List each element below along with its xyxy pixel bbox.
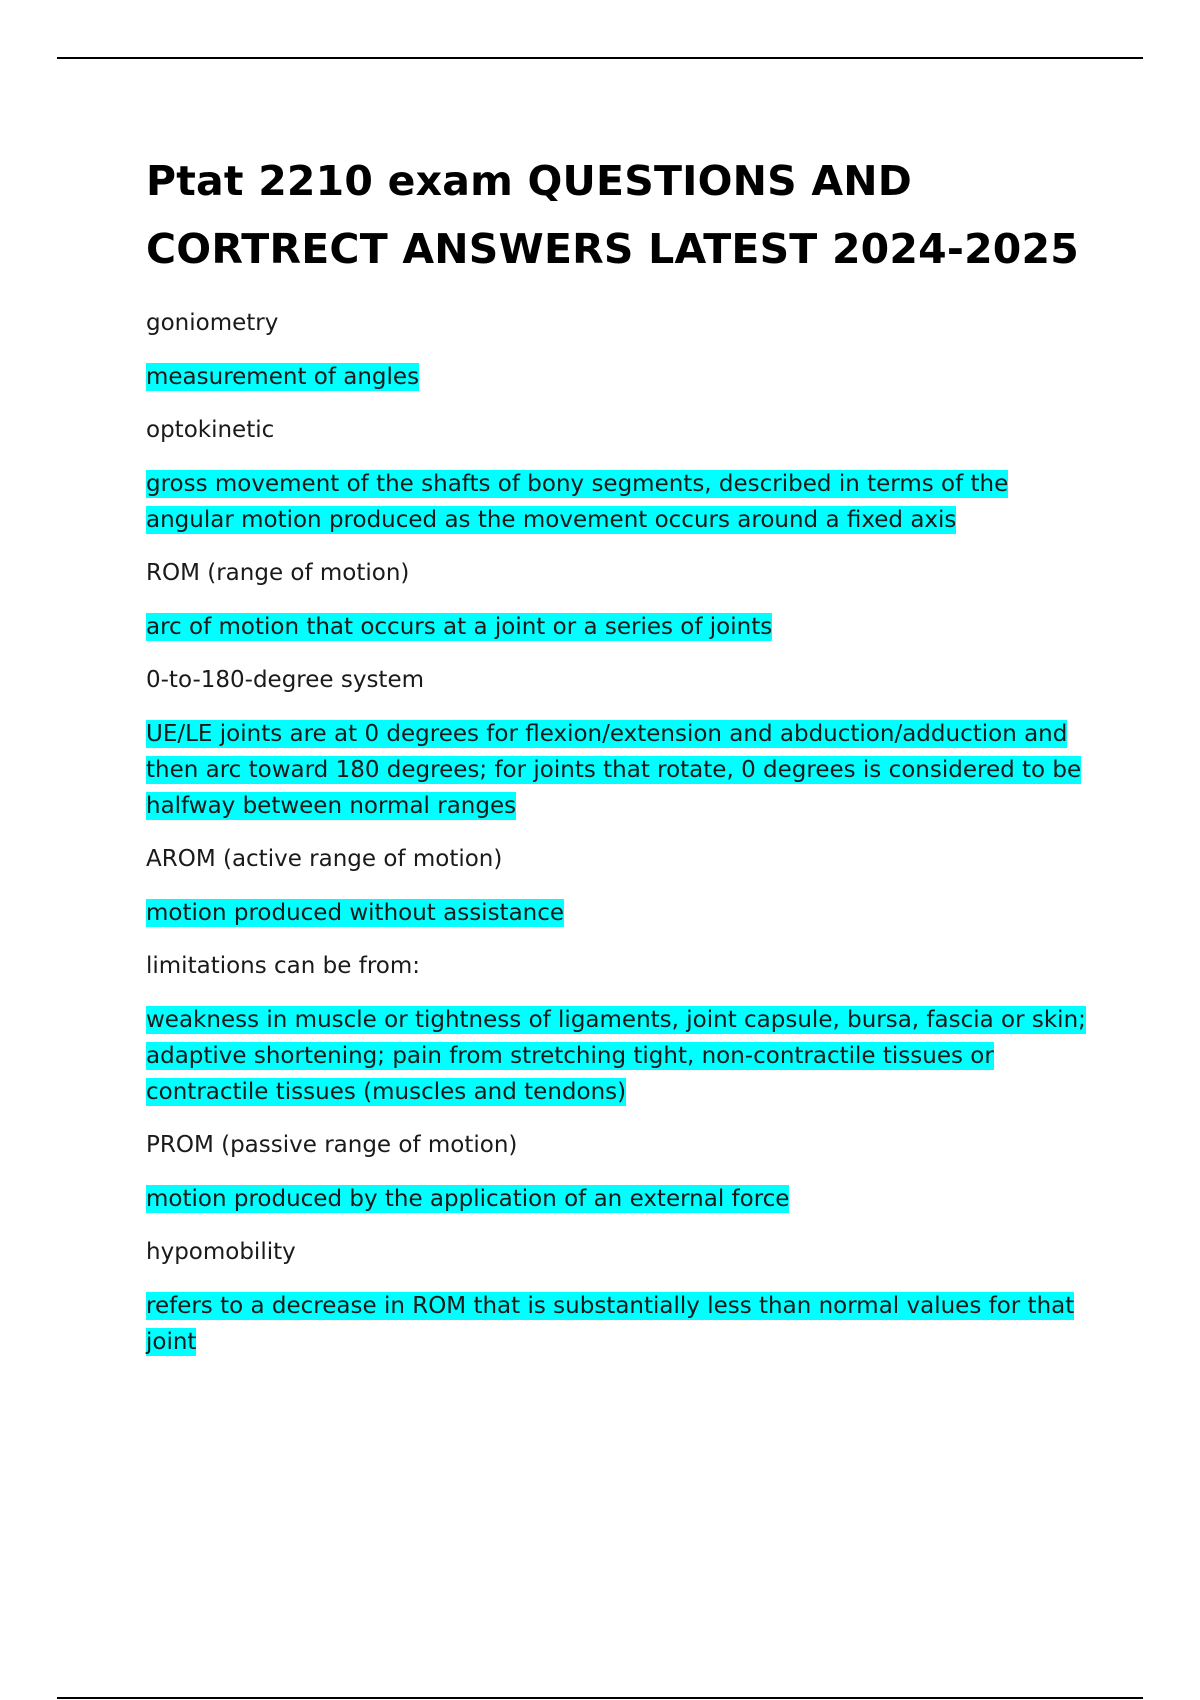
answer-highlight: refers to a decrease in ROM that is substantially less than normal values for that joint <box>146 1293 1075 1355</box>
qa-item <box>146 1234 1096 1360</box>
question-term: goniometry <box>146 310 279 336</box>
document-title: Ptat 2210 exam QUESTIONS AND CORTRECT ANSWERS LATEST 2024-2025 <box>146 157 1079 273</box>
answer-text <box>146 1288 1096 1360</box>
qa-item <box>146 948 1096 1110</box>
answer-text <box>146 1181 1096 1217</box>
answer-text <box>146 466 1096 538</box>
question-term: limitations can be from: <box>146 953 421 979</box>
question-term: 0-to-180-degree system <box>146 667 425 693</box>
footer-rule <box>57 1697 1143 1699</box>
answer-text <box>146 359 1096 395</box>
question-term: optokinetic <box>146 417 275 443</box>
question-term: PROM (passive range of motion) <box>146 1132 518 1158</box>
answer-highlight: UE/LE joints are at 0 degrees for flexion/extension and abduction/adduction and then arc toward 180 degrees; for joints that rotate, 0 degrees is considered to be halfway between normal ranges <box>146 721 1082 819</box>
answer-highlight: gross movement of the shafts of bony segments, described in terms of the angular motion produced as the movement occurs around a fixed axis <box>146 471 1009 533</box>
answer-text <box>146 716 1096 824</box>
qa-item <box>146 662 1096 824</box>
answer-highlight: weakness in muscle or tightness of ligaments, joint capsule, bursa, fascia or skin; adaptive shortening; pain from stretching tight, non-contractile tissues or contractile tissues (muscles and tendons) <box>146 1007 1086 1105</box>
answer-text <box>146 1002 1096 1110</box>
qa-item <box>146 305 1096 395</box>
answer-highlight: motion produced without assistance <box>146 900 565 926</box>
qa-item <box>146 412 1096 538</box>
header-rule <box>57 57 1143 59</box>
qa-item <box>146 841 1096 931</box>
answer-highlight: arc of motion that occurs at a joint or a series of joints <box>146 614 773 640</box>
document-body <box>146 147 1096 1377</box>
question-term: AROM (active range of motion) <box>146 846 503 872</box>
qa-item <box>146 1127 1096 1217</box>
question-term: ROM (range of motion) <box>146 560 410 586</box>
answer-text <box>146 609 1096 645</box>
question-term: hypomobility <box>146 1239 296 1265</box>
answer-highlight: motion produced by the application of an external force <box>146 1186 790 1212</box>
answer-highlight: measurement of angles <box>146 364 420 390</box>
qa-item <box>146 555 1096 645</box>
answer-text <box>146 895 1096 931</box>
